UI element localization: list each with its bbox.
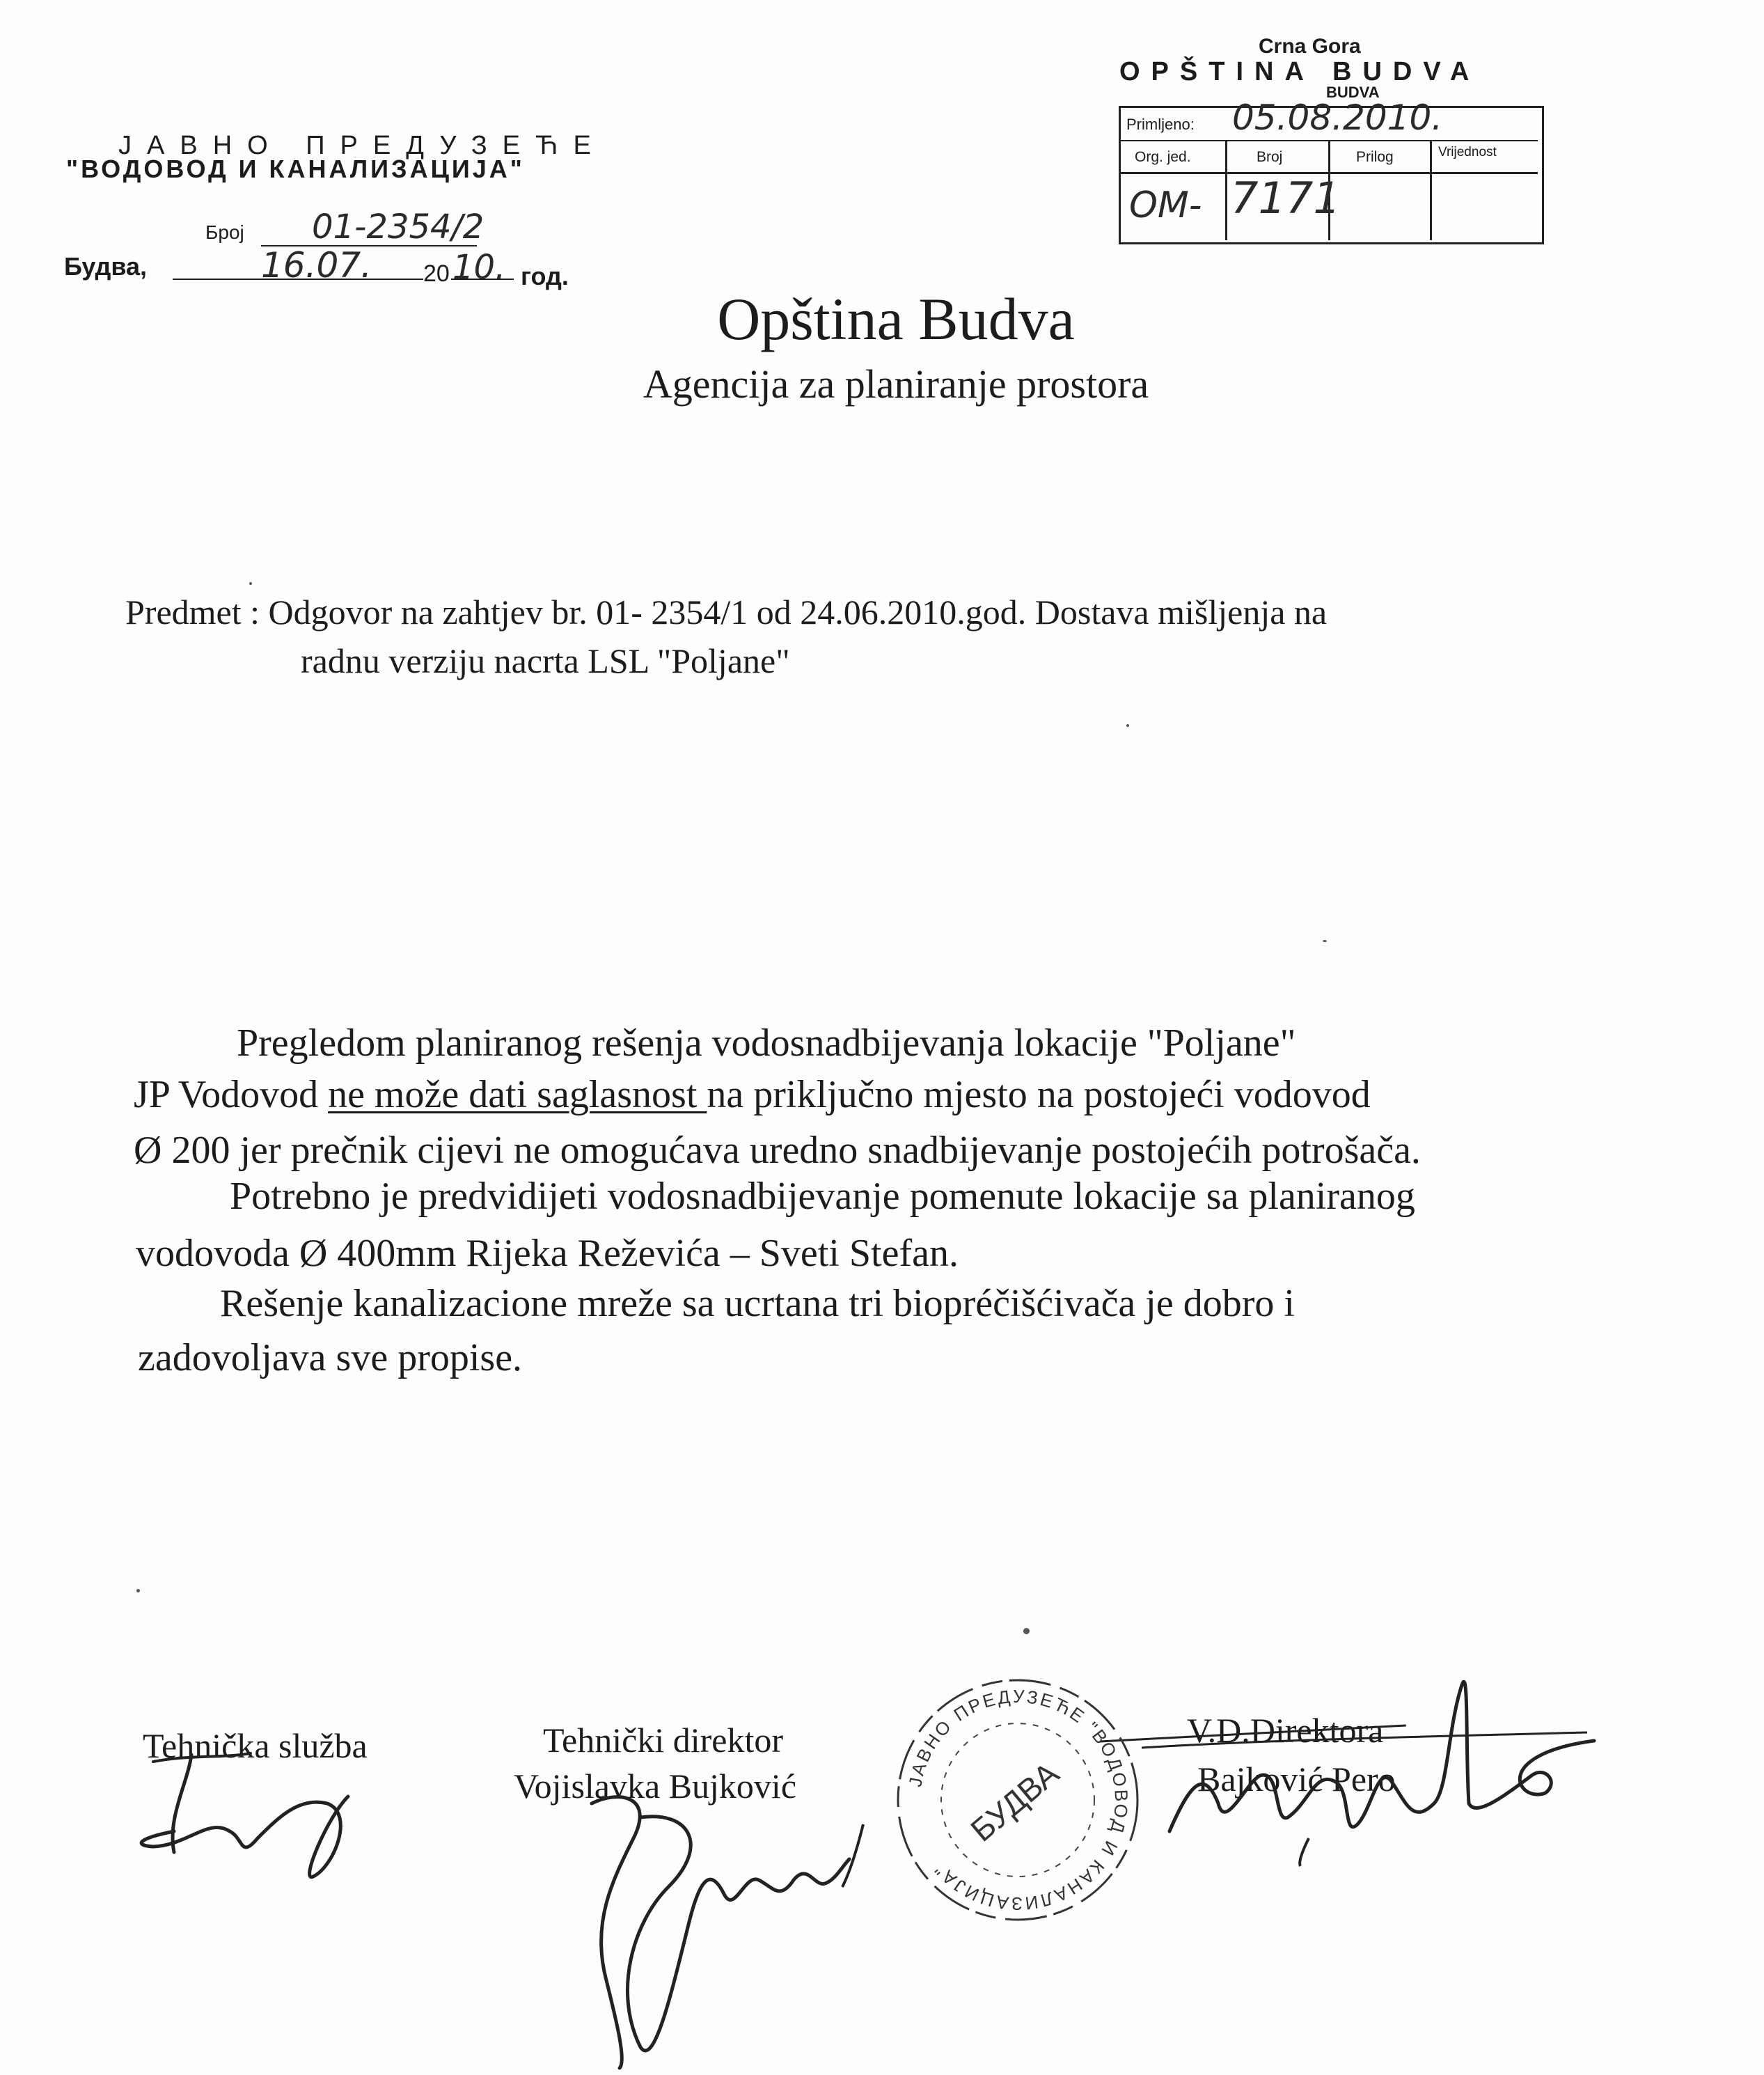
seal-outer-text: ЈАВНО ПРЕДУЗЕЋЕ "ВОДОВОД И КАНАЛИЗАЦИЈА" [904,1685,1133,1915]
letterhead-year-value: 10. [452,248,506,287]
signature-director-name: Bajković Pero [1197,1760,1396,1799]
scan-speck [249,582,252,585]
body-text: JP Vodovod [134,1073,329,1116]
stamp-org-value: OM- [1129,185,1202,226]
stamp-column-separator [1225,141,1227,240]
stamp-received-label: Primljeno: [1126,116,1195,133]
body-paragraph-line [134,1072,1371,1117]
stamp-header-org: Org. jed. [1135,149,1191,165]
signature-director-title: V.D.Direktora [1187,1711,1384,1750]
stamp-received-date: 05.08.2010. [1232,97,1443,138]
stamp-header-number: Broj [1257,149,1283,165]
stamp-city: BUDVA [1326,84,1380,101]
letterhead-number-value: 01-2354/2 [312,208,485,246]
stamp-header-attachment: Prilog [1356,149,1394,165]
seal-center-text: БУДВА [963,1755,1066,1849]
underlined-statement: ne može dati saglasnost [328,1073,707,1116]
body-paragraph-line: Rešenje kanalizacione mreže sa ucrtana tri biopréčišćivača je dobro i [220,1282,1295,1325]
letterhead-number-label: Број [205,221,244,243]
body-paragraph-line: Potrebno je predvidijeti vodosnadbijevanje pomenute lokacije sa planiranog [230,1175,1415,1218]
letterhead-city-label: Будва, [64,252,148,281]
letterhead-date-value: 16.07. [261,245,372,285]
body-paragraph-line: Pregledom planiranog rešenja vodosnadbijevanja lokacije "Poljane" [237,1021,1296,1065]
scan-speck [136,1589,140,1592]
scan-speck [1323,940,1327,942]
stamp-column-separator [1430,141,1432,240]
body-text: na priključno mjesto na postojeći vodovod [707,1073,1371,1116]
letterhead-year-label: год. [521,262,569,290]
body-paragraph-line: vodovoda Ø 400mm Rijeka Reževića – Sveti Stefan. [136,1232,959,1275]
technical-service-signature [125,1734,376,1887]
letterhead-year-prefix: 20 [423,260,450,287]
stamp-header-value: Vrijednost [1438,145,1497,159]
letterhead-company-name: "ВОДОВОД И КАНАЛИЗАЦИЈА" [66,155,525,183]
document-subtitle: Agencija za planiranje prostora [643,361,1149,407]
signature-technical-service-label: Tehnička služba [143,1726,368,1765]
company-seal [892,1675,1143,1925]
signature-technical-director-name: Vojislavka Bujković [514,1767,797,1806]
body-paragraph-line: Ø 200 jer prečnik cijevi ne omogućava uredno snadbijevanje postojećih potrošača. [134,1129,1421,1172]
stamp-country: Crna Gora [1259,35,1361,58]
scan-speck [1126,724,1129,727]
subject-line-2: radnu verziju nacrta LSL "Poljane" [301,641,790,680]
document-title: Opština Budva [717,285,1075,352]
scan-speck [1023,1628,1030,1634]
subject-line-1: Predmet : Odgovor na zahtjev br. 01- 2354/1 od 24.06.2010.god. Dostava mišljenja na [125,593,1328,632]
stamp-municipality: OPŠTINA BUDVA [1119,57,1481,86]
stamp-number-value: 7171 [1231,173,1341,224]
technical-director-signature [550,1783,884,2075]
director-signature [1114,1643,1601,1866]
letterhead-company-type: ЈАВНО ПРЕДУЗЕЋЕ [118,131,606,160]
signature-technical-director-title: Tehnički direktor [543,1721,783,1760]
body-paragraph-line: zadovoljava sve propise. [138,1336,523,1379]
